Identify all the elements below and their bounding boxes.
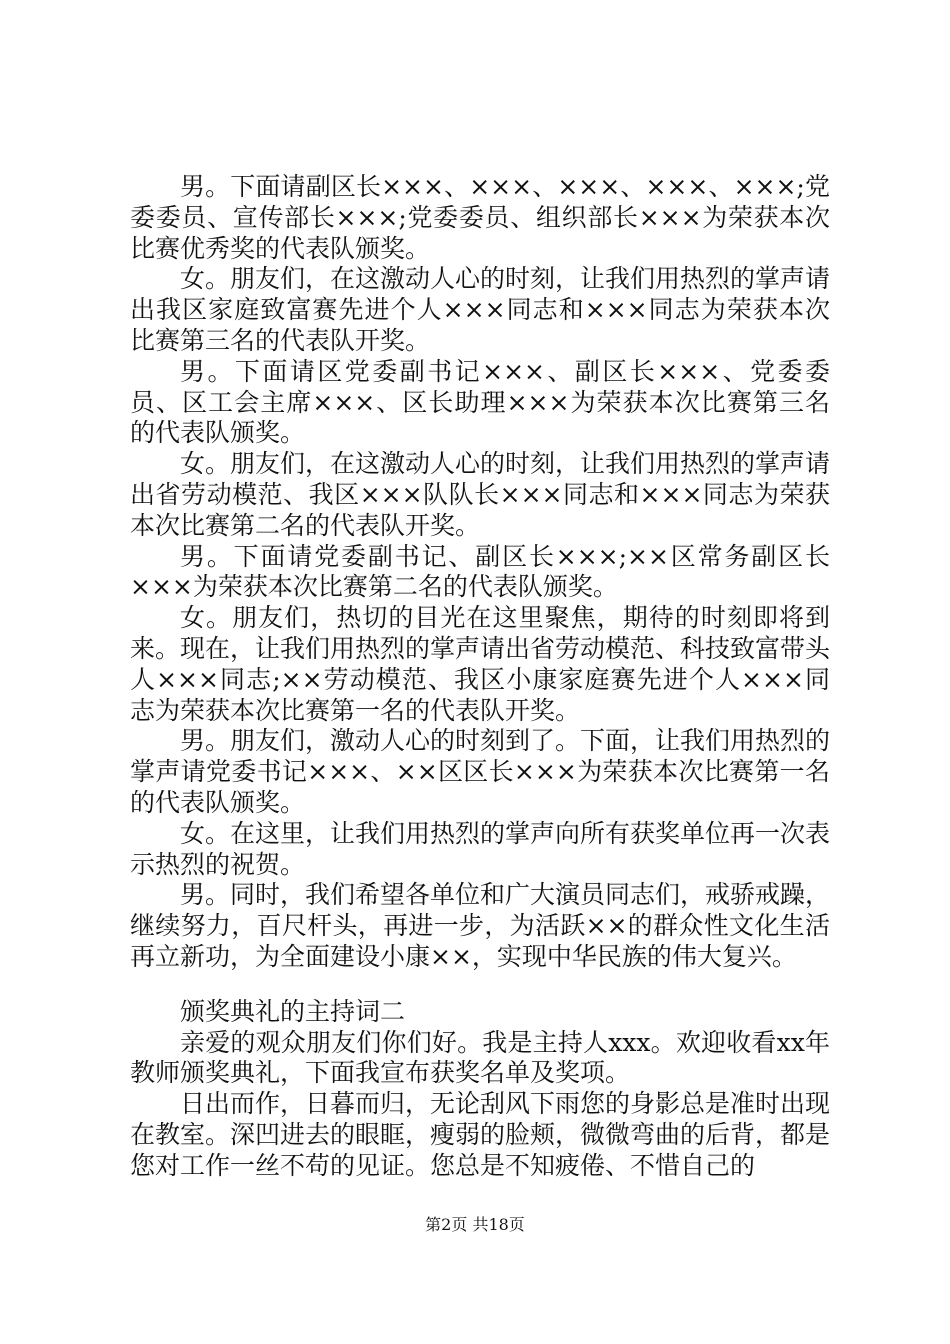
section-heading: 颁奖典礼的主持词二 [180, 996, 406, 1026]
paragraph: 日出而作，日暮而归，无论刮风下雨您的身影总是准时出现在教室。深凹进去的眼眶，瘦弱的脸颊，微微弯曲的后背，都是您对工作一丝不苟的见证。您总是不知疲倦、不惜自己的 [130, 1089, 831, 1180]
paragraph: 男。同时，我们希望各单位和广大演员同志们，戒骄戒躁，继续努力，百尺杆头，再进一步，为活跃××的群众性文化生活再立新功，为全面建设小康××，实现中华民族的伟大复兴。 [130, 880, 831, 971]
paragraph: 男。下面请党委副书记、副区长×××;××区常务副区长×××为荣获本次比赛第二名的代表队颁奖。 [130, 541, 830, 602]
page-number-footer: 第2页 共18页 [425, 1215, 525, 1234]
paragraph: 男。下面请副区长×××、×××、×××、×××、×××;党委委员、宣传部长×××;党委委员、组织部长×××为荣获本次比赛优秀奖的代表队颁奖。 [130, 172, 830, 263]
paragraph: 男。朋友们，激动人心的时刻到了。下面，让我们用热烈的掌声请党委书记×××、××区区长×××为荣获本次比赛第一名的代表队颁奖。 [130, 726, 831, 817]
paragraph: 女。朋友们，在这激动人心的时刻，让我们用热烈的掌声请出我区家庭致富赛先进个人×××同志和×××同志为荣获本次比赛第三名的代表队开奖。 [130, 264, 831, 355]
paragraph: 女。朋友们，在这激动人心的时刻，让我们用热烈的掌声请出省劳动模范、我区×××队队长×××同志和×××同志为荣获本次比赛第二名的代表队开奖。 [130, 449, 831, 540]
paragraph: 女。朋友们，热切的目光在这里聚焦，期待的时刻即将到来。现在，让我们用热烈的掌声请出省劳动模范、科技致富带头人×××同志;××劳动模范、我区小康家庭赛先进个人×××同志为荣获本次比赛第一名的代表队开奖。 [130, 603, 831, 725]
paragraph: 女。在这里，让我们用热烈的掌声向所有获奖单位再一次表示热烈的祝贺。 [130, 818, 831, 879]
paragraph: 亲爱的观众朋友们你们好。我是主持人xxx。欢迎收看xx年教师颁奖典礼，下面我宣布获奖名单及奖项。 [130, 1027, 830, 1088]
document-body [130, 172, 830, 1182]
paragraph: 男。下面请区党委副书记×××、副区长×××、党委委员、区工会主席×××、区长助理×××为荣获本次比赛第三名的代表队颁奖。 [130, 356, 830, 448]
